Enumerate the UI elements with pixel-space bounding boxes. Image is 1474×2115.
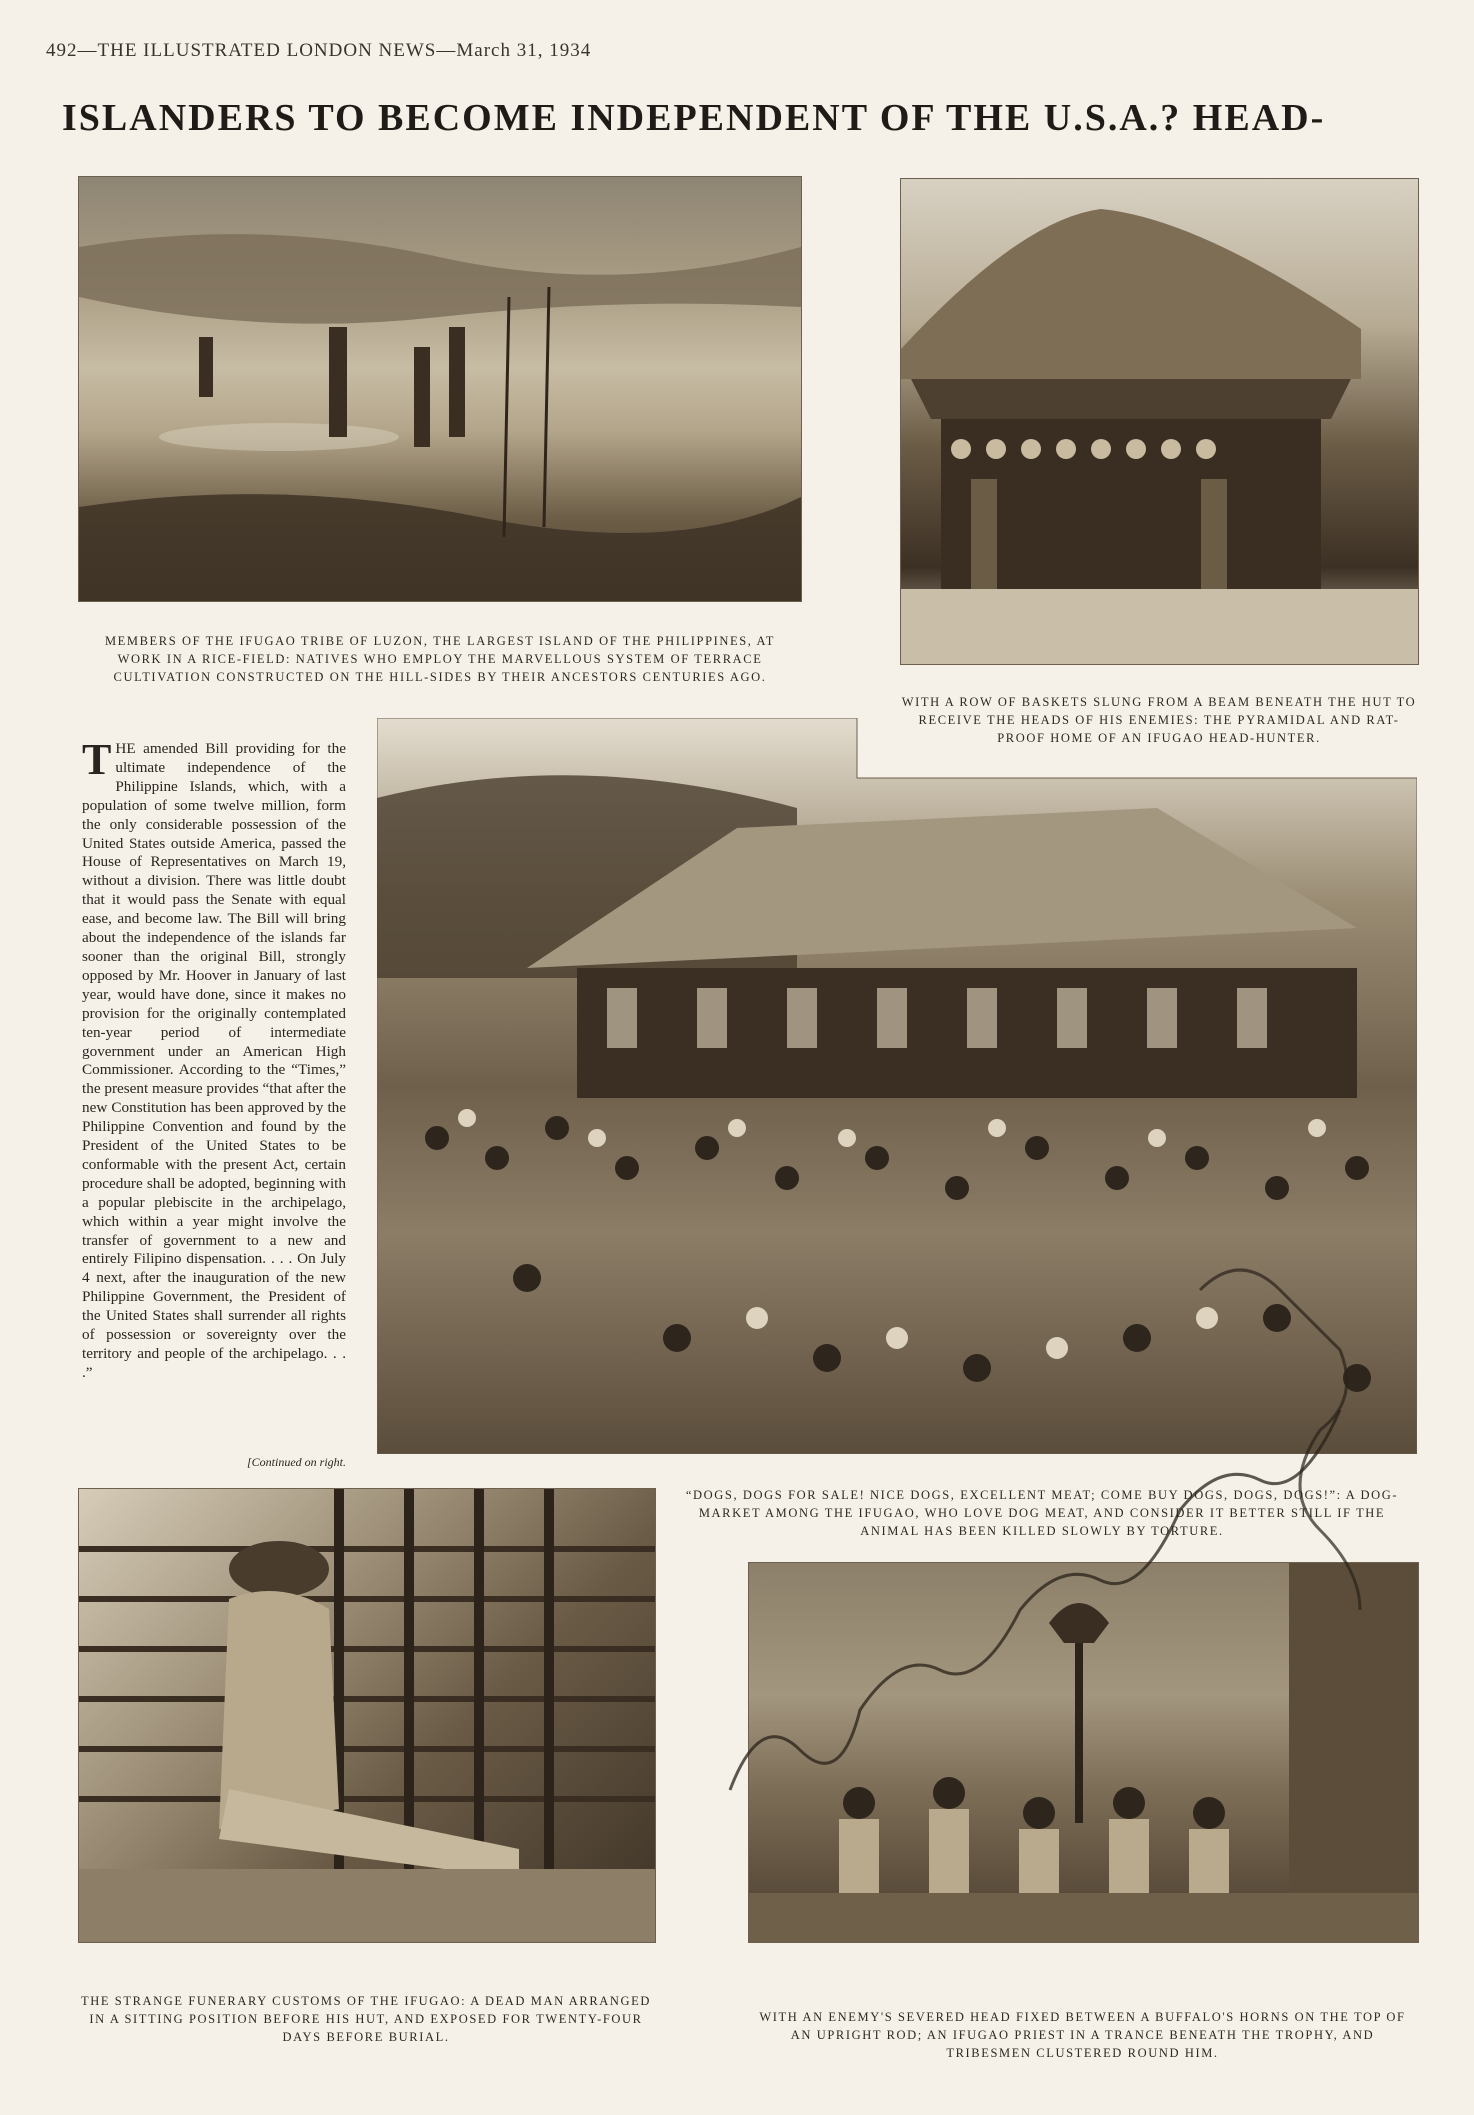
article-body [82,735,346,1383]
caption-severed-head: WITH AN ENEMY'S SEVERED HEAD FIXED BETWEEN A BUFFALO'S HORNS ON THE TOP OF AN UPRIGHT ROD; AN IFUGAO PRIEST IN A TRANCE BENEATH THE TROPHY, AND TRIBESMEN CLUSTERED ROUND HIM. [759,2010,1406,2060]
running-head: 492—THE ILLUSTRATED LONDON NEWS—March 31, 1934 [46,40,592,61]
photo-dog-market [377,718,1417,1454]
photo-rice-field [78,176,802,602]
page-headline: ISLANDERS TO BECOME INDEPENDENT OF THE U.S.A.? HEAD- [62,97,1326,139]
caption-rice-field: MEMBERS OF THE IFUGAO TRIBE OF LUZON, THE LARGEST ISLAND OF THE PHILIPPINES, AT WORK IN A RICE-FIELD: NATIVES WHO EMPLOY THE MARVELLOUS SYSTEM OF TERRACE CULTIVATION CONSTRUCTED ON THE HILL-SIDES BY THEIR ANCESTORS CENTURIES AGO. [104,634,776,684]
photo-hut [900,178,1419,665]
caption-funerary: THE STRANGE FUNERARY CUSTOMS OF THE IFUGAO: A DEAD MAN ARRANGED IN A SITTING POSITION BEFORE HIS HUT, AND EXPOSED FOR TWENTY-FOUR DAYS BEFORE BURIAL. [80,1994,652,2044]
photo-severed-head [748,1562,1419,1943]
photo-funerary [78,1488,656,1943]
continued-note: [Continued on right. [246,1455,346,1469]
caption-hut: WITH A ROW OF BASKETS SLUNG FROM A BEAM BENEATH THE HUT TO RECEIVE THE HEADS OF HIS ENEMIES: THE PYRAMIDAL AND RAT-PROOF HOME OF AN IFUGAO HEAD-HUNTER. [901,695,1417,745]
article-text: HE amended Bill providing for the ultimate independence of the Philippine Islands, which, with a population of some twelve million, form the only considerable possession of the United States outside America, passed the House of Representatives on March 19, without a division. There was little doubt that it would pass the Senate with equal ease, and become law. The Bill will bring about the independence of the islands far sooner than the original Bill, strongly opposed by Mr. Hoover in January of last year, would have done, since it makes no provision for the originally contemplated ten-year period of intermediate government under an American High Commissioner. According to the “Times,” the present measure provides “that after the new Constitution has been approved by the Philippine Convention and found by the President of the United States to be conformable with the present Act, certain procedure shall be adopted, beginning with a popular plebiscite in the archipelago, which within a year might involve the transfer of government to a new and entirely Filipino dispensation. . . . On July 4 next, after the inauguration of the new Philippine Government, the President of the United States shall surrender all rights of possession or sovereignty over the territory and people of the archipelago. . . .” [82,740,346,1381]
caption-dog-market: “DOGS, DOGS FOR SALE! NICE DOGS, EXCELLENT MEAT; COME BUY DOGS, DOGS, DOGS!”: A DOG-MARKET AMONG THE IFUGAO, WHO LOVE DOG MEAT, AND CONSIDER IT BETTER STILL IF THE ANIMAL HAS BEEN KILLED SLOWLY BY TORTURE. [685,1488,1399,1538]
article-dropcap: T [82,735,112,784]
